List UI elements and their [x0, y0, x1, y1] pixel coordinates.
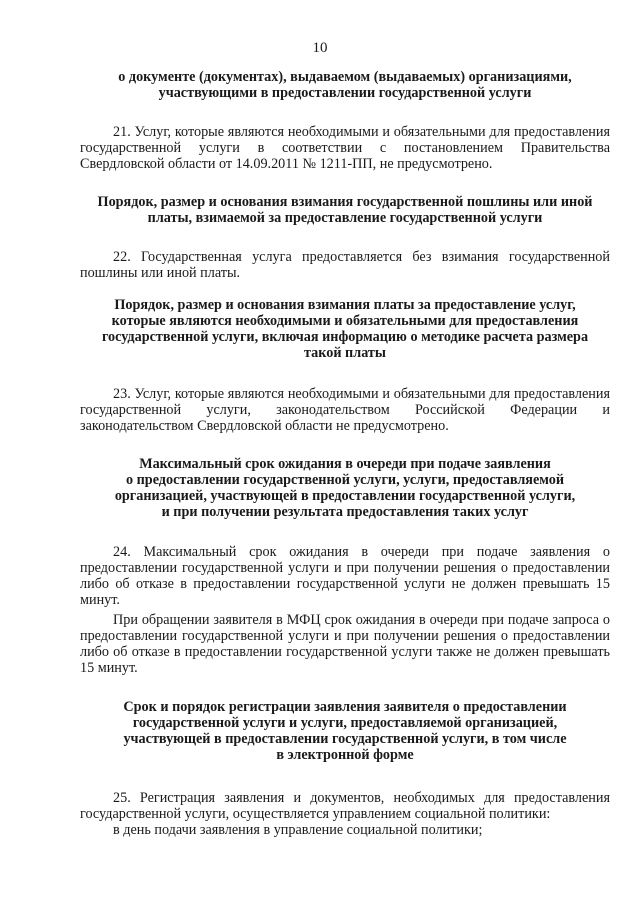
heading-line: платы, взимаемой за предоставление государственной услуги: [147, 210, 543, 226]
heading-line: такой платы: [304, 345, 386, 361]
heading-line: государственной услуги и услуги, предоставляемой организацией,: [132, 715, 558, 731]
paragraph-24: 24. Максимальный срок ожидания в очереди при подаче заявления о предоставлении государственной услуги и при получении решения о предоставлении либо об отказе в предоставлении государственной услуги не должен превышать 15 минут.: [80, 544, 610, 608]
heading-line: государственной услуги, включая информацию о методике расчета размера: [101, 329, 589, 345]
paragraph-23: 23. Услуг, которые являются необходимыми и обязательными для предоставления государственной услуги, законодательством Российской Федерации и законодательством Свердловской области не предусмотрено.: [80, 386, 610, 434]
page-number: 10: [312, 40, 328, 56]
heading-line: участвующей в предоставлении государственной услуги, в том числе: [123, 731, 567, 747]
heading-registration: [80, 699, 610, 763]
heading-line: Порядок, размер и основания взимания платы за предоставление услуг,: [114, 297, 576, 313]
heading-state-fee: [80, 194, 610, 226]
heading-line: Порядок, размер и основания взимания государственной пошлины или иной: [97, 194, 593, 210]
heading-line: участвующими в предоставлении государственной услуги: [158, 85, 532, 101]
paragraph-21: 21. Услуг, которые являются необходимыми и обязательными для предоставления государственной услуги в соответствии с постановлением Правительства Свердловской области от 14.09.2011 № 1211-ПП, не предусмотрено.: [80, 124, 610, 172]
heading-queue-time: [80, 456, 610, 520]
heading-line: о документе (документах), выдаваемом (выдаваемых) организациями,: [118, 69, 572, 85]
heading-line: о предоставлении государственной услуги, услуги, предоставляемой: [125, 472, 565, 488]
heading-line: в электронной форме: [276, 747, 414, 763]
heading-line: организацией, участвующей в предоставлении государственной услуги,: [114, 488, 576, 504]
heading-line: Срок и порядок регистрации заявления заявителя о предоставлении: [123, 699, 567, 715]
heading-line: и при получении результата предоставления таких услуг: [161, 504, 529, 520]
heading-line: которые являются необходимыми и обязательными для предоставления: [111, 313, 579, 329]
paragraph-25: 25. Регистрация заявления и документов, необходимых для предоставления государственной услуги, осуществляется управлением социальной политики:: [80, 790, 610, 822]
paragraph-22: 22. Государственная услуга предоставляется без взимания государственной пошлины или иной платы.: [80, 249, 610, 281]
heading-service-fee: [80, 297, 610, 361]
paragraph-24-mfc: При обращении заявителя в МФЦ срок ожидания в очереди при подаче запроса о предоставлении государственной услуги и при получении решения о предоставлении либо об отказе в предоставлении государственной услуги также не должен превышать 15 минут.: [80, 612, 610, 676]
heading-document-issued: [80, 69, 610, 101]
heading-line: Максимальный срок ожидания в очереди при подаче заявления: [139, 456, 551, 472]
paragraph-25-item: в день подачи заявления в управление социальной политики;: [113, 822, 483, 838]
